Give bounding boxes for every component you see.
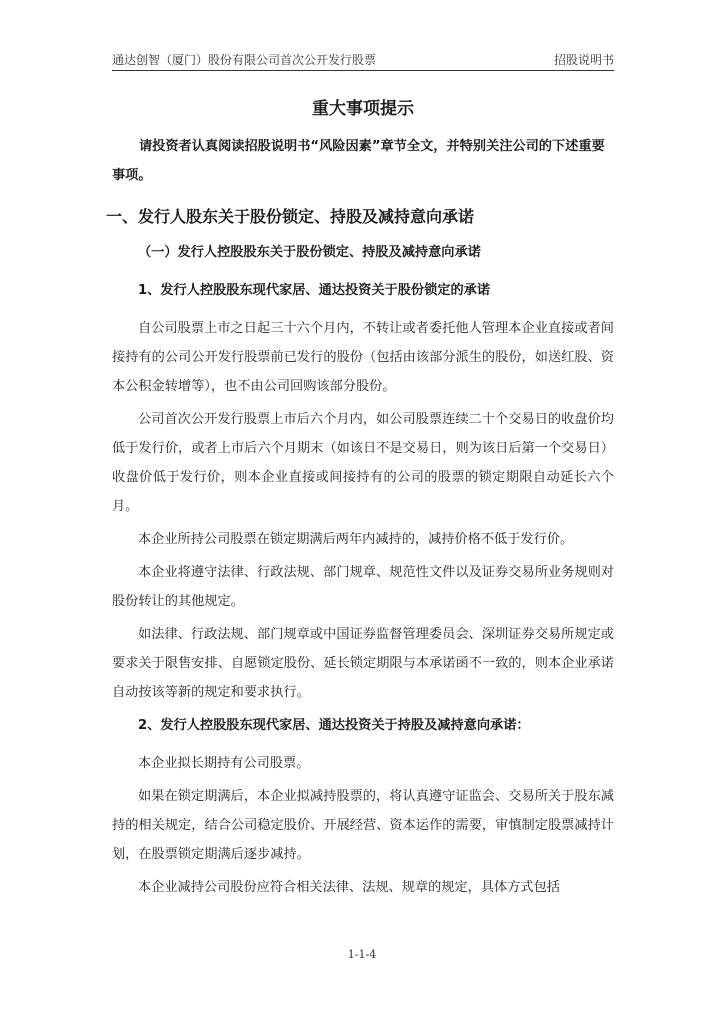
item-heading-holding: 2、发行人控股股东现代家居、通达投资关于持股及减持意向承诺： xyxy=(138,718,530,733)
header-document-type: 招股说明书 xyxy=(553,53,614,67)
paragraph: 本企业所持公司股票在锁定期满后两年内减持的，减持价格不低于发行价。 xyxy=(138,532,574,547)
paragraph: 本企业减持公司股份应符合相关法律、法规、规章的规定，具体方式包括 xyxy=(138,880,560,895)
header-company-name: 通达创智（厦门）股份有限公司首次公开发行股票 xyxy=(112,53,377,67)
paragraph: 本企业将遵守法律、行政法规、部门规章、规范性文件以及证券交易所业务规则对股份转让的其他规定。 xyxy=(112,565,614,609)
section-heading: 一、发行人股东关于股份锁定、持股及减持意向承诺 xyxy=(106,207,475,226)
paragraph: 公司首次公开发行股票上市后六个月内，如公司股票连续二十个交易日的收盘价均低于发行价，或者上市后六个月期末（如该日不是交易日，则为该日后第一个交易日）收盘价低于发行价，则本企业直接或间接持有的公司的股票的锁定期限自动延长六个月。 xyxy=(112,412,614,514)
subsection-heading: （一）发行人控股股东关于股份锁定、持股及减持意向承诺 xyxy=(138,245,481,260)
paragraph: 如法律、行政法规、部门规章或中国证券监督管理委员会、深圳证券交易所规定或要求关于限售安排、自愿锁定股份、延长锁定期限与本承诺函不一致的，则本企业承诺自动按该等新的规定和要求执行。 xyxy=(112,627,614,700)
paragraph: 自公司股票上市之日起三十六个月内，不转让或者委托他人管理本企业直接或者间接持有的公司公开发行股票前已发行的股份（包括由该部分派生的股份，如送红股、资本公积金转增等），也不由公司回购该部分股份。 xyxy=(112,321,614,394)
paragraph: 本企业拟长期持有公司股票。 xyxy=(138,756,310,771)
page-number: 1-1-4 xyxy=(347,948,377,961)
item-heading-lockup: 1、发行人控股股东现代家居、通达投资关于股份锁定的承诺 xyxy=(138,283,491,298)
page-header xyxy=(112,50,614,71)
paragraph: 如果在锁定期满后，本企业拟减持股票的，将认真遵守证监会、交易所关于股东减持的相关规定，结合公司稳定股价、开展经营、资本运作的需要，审慎制定股票减持计划，在股票锁定期满后逐步减持。 xyxy=(112,789,614,862)
page-title: 重大事项提示 xyxy=(312,99,414,119)
document-body xyxy=(106,90,614,902)
intro-paragraph: 请投资者认真阅读招股说明书“风险因素”章节全文，并特别关注公司的下述重要事项。 xyxy=(112,139,605,183)
